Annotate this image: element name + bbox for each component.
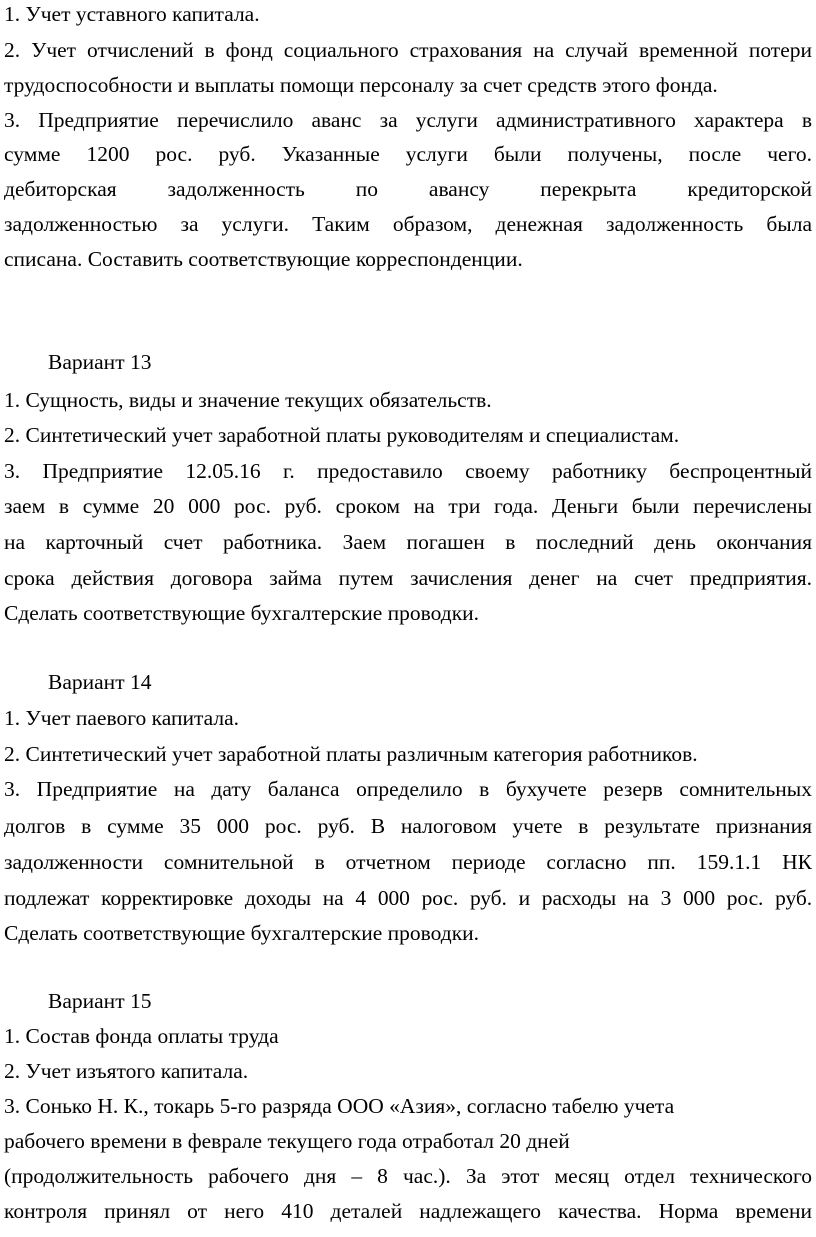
task-item-1: 1. Состав фонда оплаты труда <box>4 1024 279 1048</box>
task-item-1: 1. Учет паевого капитала. <box>4 706 240 730</box>
text-line: контроля принял от него 410 деталей надлежащего качества. Норма времени <box>4 1199 812 1223</box>
task-item-3: 3. Сонько Н. К., токарь 5-го разряда ООО «Азия», согласно табелю учета <box>4 1094 675 1118</box>
variant-heading-15: Вариант 15 <box>48 989 152 1013</box>
task-item-2: 2. Синтетический учет заработной платы различным категория работников. <box>4 742 698 766</box>
text-line: подлежат корректировке доходы на 4 000 рос. руб. и расходы на 3 000 рос. руб. <box>4 886 812 910</box>
task-item-3: 3. Предприятие перечислило аванс за услуги административного характера в <box>4 108 812 132</box>
variant-heading-13: Вариант 13 <box>48 350 152 374</box>
text-line: заем в сумме 20 000 рос. руб. сроком на три года. Деньги были перечислены <box>4 494 812 518</box>
task-item-2: 2. Синтетический учет заработной платы руководителям и специалистам. <box>4 423 680 447</box>
task-item-1: 1. Учет уставного капитала. <box>4 2 260 26</box>
text-line: задолженностью за услуги. Таким образом, денежная задолженность была <box>4 212 812 236</box>
text-line: сумме 1200 рос. руб. Указанные услуги были получены, после чего. <box>4 142 812 166</box>
task-item-3: 3. Предприятие на дату баланса определило в бухучете резерв сомнительных <box>4 777 812 801</box>
text-line: (продолжительность рабочего дня – 8 час.). За этот месяц отдел технического <box>4 1164 812 1188</box>
task-item-2: 2. Учет отчислений в фонд социального страхования на случай временной потери <box>4 38 812 62</box>
text-line: задолженности сомнительной в отчетном периоде согласно пп. 159.1.1 НК <box>4 850 812 874</box>
text-line: списана. Составить соответствующие корреспонденции. <box>4 247 523 271</box>
task-item-3: 3. Предприятие 12.05.16 г. предоставило своему работнику беспроцентный <box>4 459 812 483</box>
text-line: долгов в сумме 35 000 рос. руб. В налоговом учете в результате признания <box>4 814 812 838</box>
text-line: Сделать соответствующие бухгалтерские проводки. <box>4 601 480 625</box>
text-line: трудоспособности и выплаты помощи персоналу за счет средств этого фонда. <box>4 73 718 97</box>
task-item-1: 1. Сущность, виды и значение текущих обязательств. <box>4 388 492 412</box>
variant-heading-14: Вариант 14 <box>48 670 152 694</box>
text-line: дебиторская задолженность по авансу перекрыта кредиторской <box>4 177 812 201</box>
task-item-2: 2. Учет изъятого капитала. <box>4 1059 249 1083</box>
text-line: Сделать соответствующие бухгалтерские проводки. <box>4 921 480 945</box>
text-line: срока действия договора займа путем зачисления денег на счет предприятия. <box>4 566 812 590</box>
text-line: рабочего времени в феврале текущего года отработал 20 дней <box>4 1129 570 1153</box>
text-line: на карточный счет работника. Заем погашен в последний день окончания <box>4 530 812 554</box>
